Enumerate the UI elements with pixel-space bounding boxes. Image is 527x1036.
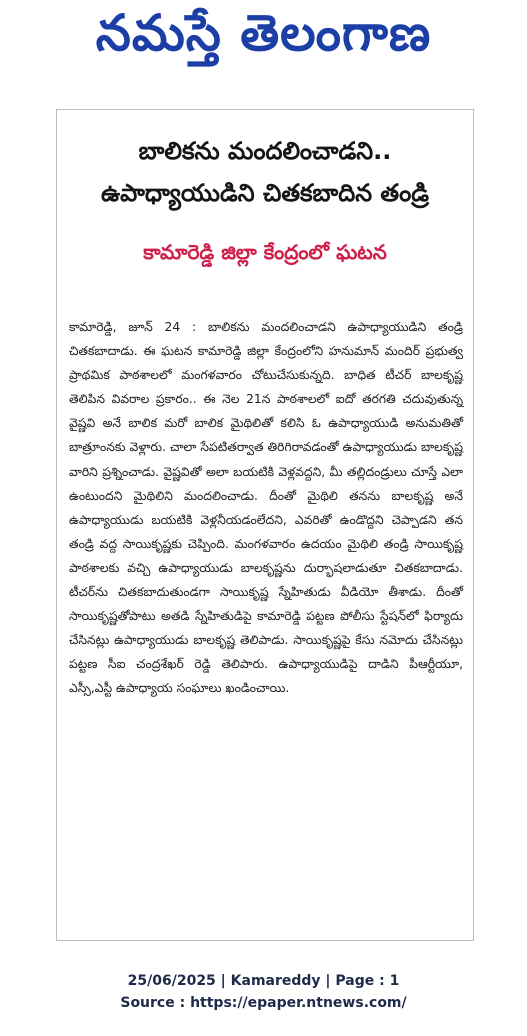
article-subheadline: కామారెడ్డి జిల్లా కేంద్రంలో ఘటన xyxy=(143,240,387,264)
masthead xyxy=(0,0,527,78)
article-headline xyxy=(57,130,473,214)
footer-source: Source : https://epaper.ntnews.com/ xyxy=(120,995,407,1011)
headline-line-1: బాలికను మందలించాడని.. xyxy=(138,137,392,165)
page-footer xyxy=(0,970,527,1014)
masthead-title: నమస్తే తెలంగాణ xyxy=(95,3,432,62)
headline-line-2: ఉపాధ్యాయుడిని చితకబాదిన తండ్రి xyxy=(100,179,430,207)
article-body: కామారెడ్డి, జూన్ 24 : బాలికను మందలించాడని ఉపాధ్యాయుడిని తండ్రి చితకబాదాడు. ఈ ఘటన కామారెడ్డి జిల్లా కేంద్రంలోని హనుమాన్ మందిర్ ప్రభుత్వ ప్రాథమిక పాఠశాలలో మంగళవారం చోటుచేసుకున్నది. బాధిత టీచర్ బాలకృష్ణ తెలిపిన వివరాల ప్రకారం.. ఈ నెల 21న పాఠశాలలో ఐదో తరగతి చదువుతున్న వైష్ణవి అనే బాలిక మరో బాలిక మైథిలితో కలిసి ఓ ఉపాధ్యాయుడి అనుమతితో బాత్రూంనకు వెళ్లారు. చాలా సేపటితర్వాత తిరిగిరావడంతో ఉపాధ్యాయుడు బాలకృష్ణ వారిని ప్రశ్నించాడు. వైష్ణవితో అలా బయటికి వెళ్లవద్దని, మీ తల్లిదండ్రులు చూస్తే ఎలా ఉంటుందని మైథిలిని మందలించాడు. దీంతో మైథిలి తనను బాలకృష్ణ అనే ఉపాధ్యాయుడు బయటికి వెళ్లనీయడంలేదని, ఎవరితో ఉండొద్దని చెప్పాడని తన తండ్రి వద్ద సాయికృష్ణకు చెప్పింది. మంగళవారం ఉదయం మైథిలి తండ్రి సాయికృష్ణ పాఠశాలకు వచ్చి ఉపాధ్యాయుడు బాలకృష్ణను దుర్భాషలాడుతూ చితకబాదాడు. టీచర్‌ను చితకబాదుతుండగా సాయికృష్ణ స్నేహితుడు వీడియో తీశాడు. దీంతో సాయికృష్ణతోపాటు అతడి స్నేహితుడిపై కామారెడ్డి పట్టణ పోలీసు స్టేషన్‌లో ఫిర్యాదు చేసినట్లు ఉపాధ్యాయుడు బాలకృష్ణ తెలిపాడు. సాయికృష్ణపై కేసు నమోదు చేసినట్లు పట్టణ సీఐ చంద్రశేఖర్ రెడ్డి తెలిపారు. ఉపాధ్యాయుడిపై దాడిని పీఆర్టీయూ, ఎస్సీ,ఎస్టీ ఉపాధ్యాయ సంఘాలు ఖండించాయి. xyxy=(69,320,463,696)
footer-dateline: 25/06/2025 | Kamareddy | Page : 1 xyxy=(127,973,400,989)
article-clipping xyxy=(56,109,474,941)
